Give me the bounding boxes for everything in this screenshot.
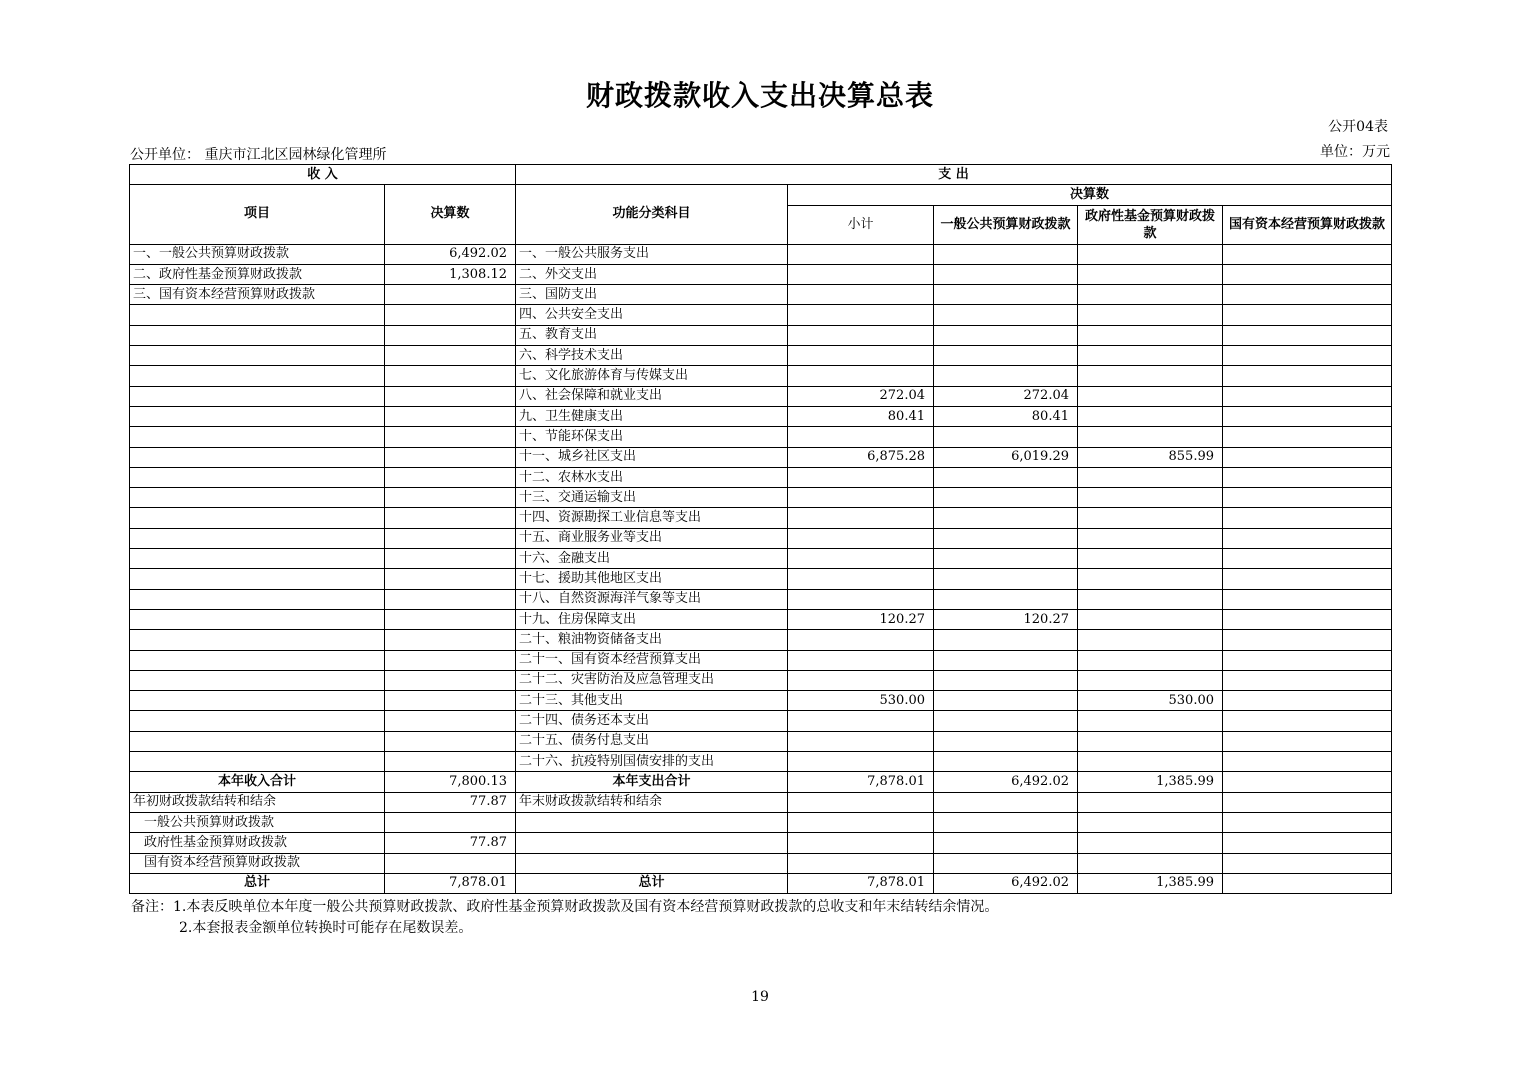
expense-general	[934, 731, 1078, 751]
expense-item: 七、文化旅游体育与传媒支出	[516, 366, 788, 386]
carry-empty-cell	[1223, 792, 1392, 812]
expense-item: 八、社会保障和就业支出	[516, 386, 788, 406]
page-number: 19	[751, 989, 769, 1005]
table-row	[130, 711, 1392, 731]
income-amount	[385, 285, 516, 305]
income-amount	[385, 569, 516, 589]
carry-row	[130, 853, 1392, 873]
table-body	[130, 244, 1392, 772]
subtotal-header: 小计	[788, 205, 934, 244]
expense-general	[934, 264, 1078, 284]
expense-item: 九、卫生健康支出	[516, 406, 788, 426]
table-row	[130, 691, 1392, 711]
expense-subtotal	[788, 305, 934, 325]
expense-fund	[1078, 488, 1223, 508]
grand-fund: 1,385.99	[1078, 873, 1223, 893]
expense-state	[1223, 711, 1392, 731]
table-row	[130, 447, 1392, 467]
expense-subtotal	[788, 670, 934, 690]
income-item	[130, 528, 385, 548]
income-item	[130, 467, 385, 487]
expense-subtotal: 272.04	[788, 386, 934, 406]
expense-state	[1223, 264, 1392, 284]
carry-empty-cell	[788, 853, 934, 873]
table-row	[130, 549, 1392, 569]
expense-fund	[1078, 346, 1223, 366]
expense-subtotal	[788, 366, 934, 386]
expense-fund	[1078, 285, 1223, 305]
expense-item: 十、节能环保支出	[516, 427, 788, 447]
expense-subtotal	[788, 467, 934, 487]
expense-total-fund: 1,385.99	[1078, 772, 1223, 792]
expense-item: 二十三、其他支出	[516, 691, 788, 711]
note-line-1: 备注：1.本表反映单位本年度一般公共预算财政拨款、政府性基金预算财政拨款及国有资本经营预算财政拨款的总收支和年末结转结余情况。	[131, 899, 999, 915]
carry-empty-cell	[788, 792, 934, 812]
income-amount	[385, 609, 516, 629]
income-item	[130, 650, 385, 670]
expense-item: 十三、交通运输支出	[516, 488, 788, 508]
final-header: 决算数	[788, 185, 1392, 205]
carry-income-amount	[385, 853, 516, 873]
expense-subtotal	[788, 569, 934, 589]
carry-expense-item	[516, 833, 788, 853]
expense-fund	[1078, 427, 1223, 447]
expense-subtotal	[788, 630, 934, 650]
income-amount	[385, 752, 516, 772]
table-row	[130, 670, 1392, 690]
expense-item: 二十六、抗疫特别国债安排的支出	[516, 752, 788, 772]
expense-general: 272.04	[934, 386, 1078, 406]
expense-state	[1223, 488, 1392, 508]
table-row	[130, 305, 1392, 325]
carry-empty-cell	[788, 812, 934, 832]
expense-state	[1223, 447, 1392, 467]
expense-fund	[1078, 711, 1223, 731]
expense-subtotal: 530.00	[788, 691, 934, 711]
carry-empty-cell	[1223, 833, 1392, 853]
expense-fund	[1078, 366, 1223, 386]
carry-empty-cell	[1078, 833, 1223, 853]
expense-general: 120.27	[934, 609, 1078, 629]
expense-item: 二十四、债务还本支出	[516, 711, 788, 731]
expense-header: 支 出	[516, 165, 1392, 185]
expense-general	[934, 650, 1078, 670]
expense-subtotal	[788, 731, 934, 751]
grand-income-amount: 7,878.01	[385, 873, 516, 893]
expense-state	[1223, 244, 1392, 264]
income-amount	[385, 406, 516, 426]
expense-fund	[1078, 264, 1223, 284]
table-row	[130, 488, 1392, 508]
table-row	[130, 244, 1392, 264]
income-item	[130, 366, 385, 386]
carry-income-amount	[385, 812, 516, 832]
income-item	[130, 670, 385, 690]
expense-state	[1223, 630, 1392, 650]
expense-total-label: 本年支出合计	[516, 772, 788, 792]
income-item	[130, 609, 385, 629]
expense-item: 十五、商业服务业等支出	[516, 528, 788, 548]
expense-general	[934, 366, 1078, 386]
expense-item: 十一、城乡社区支出	[516, 447, 788, 467]
expense-item: 二、外交支出	[516, 264, 788, 284]
state-header: 国有资本经营预算财政拨款	[1223, 205, 1392, 244]
func-subject-header: 功能分类科目	[516, 185, 788, 244]
budget-table	[129, 164, 1392, 894]
expense-general	[934, 549, 1078, 569]
table-row	[130, 731, 1392, 751]
income-amount	[385, 691, 516, 711]
income-amount	[385, 528, 516, 548]
carry-expense-item: 年末财政拨款结转和结余	[516, 792, 788, 812]
expense-general	[934, 711, 1078, 731]
income-amount	[385, 366, 516, 386]
income-amount	[385, 731, 516, 751]
income-item	[130, 406, 385, 426]
expense-fund: 855.99	[1078, 447, 1223, 467]
expense-general	[934, 752, 1078, 772]
table-row	[130, 528, 1392, 548]
expense-state	[1223, 731, 1392, 751]
expense-subtotal	[788, 427, 934, 447]
income-amount	[385, 386, 516, 406]
expense-fund	[1078, 508, 1223, 528]
carry-empty-cell	[1078, 853, 1223, 873]
expense-state	[1223, 285, 1392, 305]
carry-income-item: 一般公共预算财政拨款	[130, 812, 385, 832]
table-row	[130, 285, 1392, 305]
income-item	[130, 386, 385, 406]
expense-item: 十九、住房保障支出	[516, 609, 788, 629]
income-amount: 1,308.12	[385, 264, 516, 284]
amount-header: 决算数	[385, 185, 516, 244]
income-total-amount: 7,800.13	[385, 772, 516, 792]
carry-row	[130, 792, 1392, 812]
expense-general	[934, 467, 1078, 487]
expense-fund	[1078, 386, 1223, 406]
income-item	[130, 569, 385, 589]
expense-total-state	[1223, 772, 1392, 792]
income-amount	[385, 670, 516, 690]
income-item	[130, 589, 385, 609]
form-number: 公开04表	[1328, 119, 1388, 135]
income-item	[130, 711, 385, 731]
expense-state	[1223, 508, 1392, 528]
expense-subtotal: 120.27	[788, 609, 934, 629]
expense-fund	[1078, 670, 1223, 690]
expense-subtotal	[788, 264, 934, 284]
table-row	[130, 386, 1392, 406]
carry-empty-cell	[934, 792, 1078, 812]
carry-income-item: 政府性基金预算财政拨款	[130, 833, 385, 853]
income-amount	[385, 630, 516, 650]
annual-total-row	[130, 772, 1392, 792]
income-item: 一、一般公共预算财政拨款	[130, 244, 385, 264]
income-item	[130, 752, 385, 772]
expense-fund	[1078, 244, 1223, 264]
expense-item: 十四、资源勘探工业信息等支出	[516, 508, 788, 528]
income-item	[130, 549, 385, 569]
income-amount	[385, 549, 516, 569]
income-item: 二、政府性基金预算财政拨款	[130, 264, 385, 284]
income-amount	[385, 427, 516, 447]
expense-general: 80.41	[934, 406, 1078, 426]
expense-subtotal	[788, 508, 934, 528]
income-amount	[385, 467, 516, 487]
table-row	[130, 366, 1392, 386]
table-row	[130, 569, 1392, 589]
income-amount	[385, 346, 516, 366]
expense-item: 十七、援助其他地区支出	[516, 569, 788, 589]
income-item: 三、国有资本经营预算财政拨款	[130, 285, 385, 305]
table-row	[130, 609, 1392, 629]
carry-row	[130, 812, 1392, 832]
table-row	[130, 589, 1392, 609]
expense-general	[934, 427, 1078, 447]
expense-subtotal: 80.41	[788, 406, 934, 426]
expense-state	[1223, 386, 1392, 406]
income-amount	[385, 711, 516, 731]
note-line-2: 2.本套报表金额单位转换时可能存在尾数误差。	[179, 920, 473, 936]
table-row	[130, 467, 1392, 487]
expense-general	[934, 630, 1078, 650]
expense-general	[934, 569, 1078, 589]
expense-general: 6,019.29	[934, 447, 1078, 467]
income-amount	[385, 508, 516, 528]
expense-general	[934, 508, 1078, 528]
carry-body	[130, 792, 1392, 873]
income-item	[130, 630, 385, 650]
expense-fund	[1078, 325, 1223, 345]
expense-item: 十六、金融支出	[516, 549, 788, 569]
expense-fund	[1078, 752, 1223, 772]
expense-item: 二十、粮油物资储备支出	[516, 630, 788, 650]
carry-empty-cell	[1223, 853, 1392, 873]
expense-state	[1223, 569, 1392, 589]
expense-subtotal	[788, 244, 934, 264]
income-item	[130, 325, 385, 345]
expense-subtotal	[788, 285, 934, 305]
expense-state	[1223, 650, 1392, 670]
income-item	[130, 488, 385, 508]
expense-fund	[1078, 569, 1223, 589]
carry-income-item: 年初财政拨款结转和结余	[130, 792, 385, 812]
carry-income-item: 国有资本经营预算财政拨款	[130, 853, 385, 873]
expense-subtotal	[788, 589, 934, 609]
grand-subtotal: 7,878.01	[788, 873, 934, 893]
income-amount	[385, 589, 516, 609]
expense-fund	[1078, 406, 1223, 426]
reporting-unit: 公开单位： 重庆市江北区园林绿化管理所	[130, 147, 387, 163]
income-item	[130, 346, 385, 366]
expense-state	[1223, 549, 1392, 569]
table-row	[130, 630, 1392, 650]
table-row	[130, 650, 1392, 670]
expense-general	[934, 305, 1078, 325]
expense-fund	[1078, 650, 1223, 670]
general-header: 一般公共预算财政拨款	[934, 205, 1078, 244]
expense-state	[1223, 305, 1392, 325]
expense-general	[934, 691, 1078, 711]
expense-fund	[1078, 589, 1223, 609]
expense-state	[1223, 467, 1392, 487]
expense-item: 二十一、国有资本经营预算支出	[516, 650, 788, 670]
income-total-label: 本年收入合计	[130, 772, 385, 792]
table-row	[130, 427, 1392, 447]
income-item	[130, 731, 385, 751]
expense-subtotal	[788, 650, 934, 670]
carry-empty-cell	[1223, 812, 1392, 832]
expense-item: 二十二、灾害防治及应急管理支出	[516, 670, 788, 690]
carry-empty-cell	[1078, 812, 1223, 832]
carry-row	[130, 833, 1392, 853]
expense-state	[1223, 670, 1392, 690]
expense-item: 二十五、债务付息支出	[516, 731, 788, 751]
table-row	[130, 325, 1392, 345]
income-header: 收 入	[130, 165, 516, 185]
expense-item: 一、一般公共服务支出	[516, 244, 788, 264]
expense-general	[934, 346, 1078, 366]
expense-general	[934, 589, 1078, 609]
grand-state	[1223, 873, 1392, 893]
notes	[131, 897, 998, 939]
expense-state	[1223, 691, 1392, 711]
table-row	[130, 406, 1392, 426]
income-item	[130, 447, 385, 467]
expense-general	[934, 285, 1078, 305]
expense-subtotal	[788, 346, 934, 366]
expense-item: 四、公共安全支出	[516, 305, 788, 325]
expense-state	[1223, 366, 1392, 386]
expense-state	[1223, 528, 1392, 548]
income-item	[130, 508, 385, 528]
table-row	[130, 752, 1392, 772]
expense-item: 三、国防支出	[516, 285, 788, 305]
expense-fund	[1078, 528, 1223, 548]
income-amount: 6,492.02	[385, 244, 516, 264]
expense-item: 六、科学技术支出	[516, 346, 788, 366]
expense-fund	[1078, 467, 1223, 487]
carry-expense-item	[516, 812, 788, 832]
expense-general	[934, 244, 1078, 264]
expense-general	[934, 528, 1078, 548]
income-amount	[385, 488, 516, 508]
income-amount	[385, 325, 516, 345]
grand-total-row	[130, 873, 1392, 893]
income-amount	[385, 305, 516, 325]
expense-fund	[1078, 731, 1223, 751]
expense-general	[934, 488, 1078, 508]
expense-general	[934, 670, 1078, 690]
expense-fund	[1078, 549, 1223, 569]
expense-item: 五、教育支出	[516, 325, 788, 345]
carry-empty-cell	[934, 833, 1078, 853]
table-row	[130, 264, 1392, 284]
expense-fund	[1078, 609, 1223, 629]
carry-income-amount: 77.87	[385, 833, 516, 853]
expense-item: 十二、农林水支出	[516, 467, 788, 487]
carry-empty-cell	[1078, 792, 1223, 812]
table-row	[130, 346, 1392, 366]
expense-state	[1223, 427, 1392, 447]
table-row	[130, 508, 1392, 528]
grand-general: 6,492.02	[934, 873, 1078, 893]
expense-total-subtotal: 7,878.01	[788, 772, 934, 792]
carry-expense-item	[516, 853, 788, 873]
unit-info	[130, 144, 1390, 164]
expense-fund: 530.00	[1078, 691, 1223, 711]
income-item	[130, 691, 385, 711]
expense-general	[934, 325, 1078, 345]
expense-state	[1223, 589, 1392, 609]
expense-total-general: 6,492.02	[934, 772, 1078, 792]
expense-subtotal: 6,875.28	[788, 447, 934, 467]
currency-unit: 单位：万元	[1320, 144, 1390, 160]
expense-subtotal	[788, 549, 934, 569]
expense-fund	[1078, 305, 1223, 325]
grand-expense-label: 总计	[516, 873, 788, 893]
expense-subtotal	[788, 711, 934, 731]
income-amount	[385, 650, 516, 670]
expense-state	[1223, 609, 1392, 629]
carry-income-amount: 77.87	[385, 792, 516, 812]
income-item	[130, 427, 385, 447]
fund-header: 政府性基金预算财政拨款	[1078, 205, 1223, 244]
page-title: 财政拨款收入支出决算总表	[585, 79, 934, 112]
carry-empty-cell	[788, 833, 934, 853]
carry-empty-cell	[934, 853, 1078, 873]
expense-subtotal	[788, 325, 934, 345]
expense-state	[1223, 325, 1392, 345]
expense-subtotal	[788, 752, 934, 772]
grand-income-label: 总计	[130, 873, 385, 893]
expense-fund	[1078, 630, 1223, 650]
expense-subtotal	[788, 528, 934, 548]
item-header: 项目	[130, 185, 385, 244]
expense-subtotal	[788, 488, 934, 508]
expense-state	[1223, 406, 1392, 426]
expense-state	[1223, 346, 1392, 366]
expense-state	[1223, 752, 1392, 772]
income-amount	[385, 447, 516, 467]
carry-empty-cell	[934, 812, 1078, 832]
income-item	[130, 305, 385, 325]
expense-item: 十八、自然资源海洋气象等支出	[516, 589, 788, 609]
